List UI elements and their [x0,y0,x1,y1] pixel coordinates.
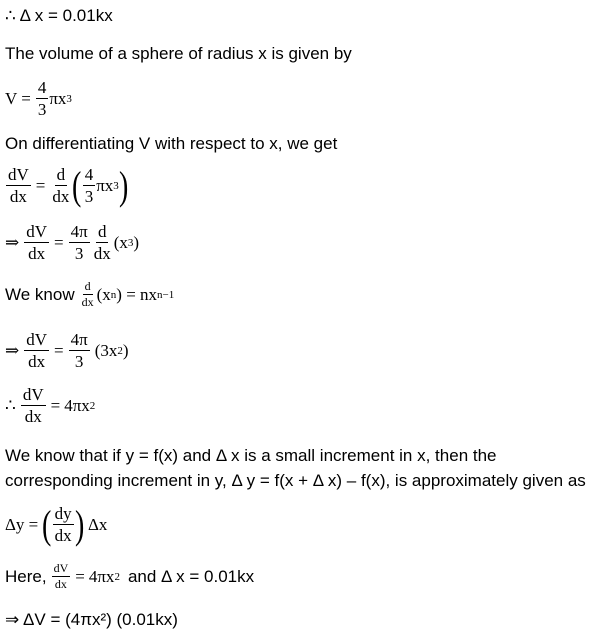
equals-sign: = [35,175,46,195]
approximation-formula [5,501,108,547]
fraction-four-thirds [83,165,96,206]
equals-nx: ) = nx [116,284,158,304]
numerator: dV [22,385,44,404]
equals-sign: = [54,232,64,252]
denominator: dx [81,295,94,309]
numerator: d [84,279,91,293]
increment-explanation-2: corresponding increment in y, Δ y = f(x + Δ x) – f(x), is approximately given as [5,471,586,490]
fraction-d-dx-small [80,280,96,309]
fraction-dv-dx [6,165,31,206]
open-paren: ( [72,162,82,208]
equals-sign: = [50,395,61,415]
delta-x: Δx [87,514,108,534]
implies-arrow: ⇒ [5,232,20,252]
delta-v-expression: ⇒ ΔV = (4πx²) (0.01kx) [5,610,178,629]
fraction-four-thirds [36,78,49,119]
fraction-dv-dx [24,330,49,371]
three-x-open: (3x [94,340,118,360]
numerator: dy [54,504,72,523]
denominator: dx [24,407,42,426]
numerator: dV [26,222,48,241]
sphere-volume-intro: The volume of a sphere of radius x is given by [5,44,352,63]
fraction-dv-dx [21,385,46,426]
numerator: 4π [70,222,88,241]
denominator: 3 [74,244,84,263]
denominator: dx [54,577,67,591]
denominator: 3 [84,187,94,206]
volume-formula: V = $\frac{4}{3}$ πx 3 [5,78,72,119]
volume-lhs: V = [5,88,31,108]
fraction-d-dx [92,222,113,263]
delta-x-value: and Δ x = 0.01kx [127,566,255,586]
we-know-label: We know [5,284,75,304]
implies-arrow: ⇒ [5,340,20,360]
denominator: 3 [74,352,84,371]
derivative-result: ∴ $\frac{dV}{dx}$ = 4πx 2 [5,385,96,426]
fraction-d-dx [50,165,71,206]
denominator: dx [28,352,46,371]
numerator: dV [26,330,48,349]
x-open: (x [96,284,111,304]
denominator: dx [52,187,70,206]
substitution-values: Here, $\frac{dV}{dx}$ = 4πx 2 and Δ x = 0.01kx [5,561,255,591]
fraction-dv-dx-small [52,562,71,591]
power-rule: We know $\frac{d}{dx}$ (x n ) = nx n−1 [5,279,175,309]
denominator: 3 [37,100,47,119]
pi-x: πx [49,88,67,108]
numerator: 4π [70,330,88,349]
fraction-dv-dx [24,222,49,263]
equals-sign: = [54,340,64,360]
close-paren: ) [122,340,129,360]
open-paren: ( [42,501,52,547]
here-label: Here, [5,566,47,586]
differentiate-intro: On differentiating V with respect to x, we get [5,134,338,153]
four-pi-x: 4πx [88,566,115,586]
derivative-step-2: ⇒ $\frac{dV}{dx}$ = $\frac{4\pi}{3}$ $\frac{d}{dx}$ (x 3 ) [5,222,140,263]
denominator: dx [9,187,27,206]
fraction-four-pi-thirds [69,330,90,371]
denominator: dx [93,244,111,263]
delta-y-lhs: Δy = [5,514,39,534]
numerator: dV [8,165,29,184]
pi-x: πx [96,175,114,195]
close-paren: ) [133,232,140,252]
equals-sign: = [75,566,85,586]
numerator: 4 [37,78,47,97]
denominator: dx [54,526,72,545]
numerator: d [97,222,107,241]
numerator: dV [53,561,69,575]
denominator: dx [28,244,46,263]
derivative-step-3: ⇒ $\frac{dV}{dx}$ = $\frac{4\pi}{3}$ (3x 2 ) [5,330,129,371]
numerator: d [56,165,66,184]
fraction-dy-dx [53,504,74,545]
fraction-four-pi-thirds [69,222,90,263]
close-paren: ) [74,501,84,547]
delta-x-statement: ∴ Δ x = 0.01kx [5,6,113,25]
derivative-step-1: $\frac{dV}{dx}$ = $\frac{d}{dx}$ ( $\frac{4}{3}$ πx 3 ) [8,162,129,208]
therefore-symbol: ∴ [5,395,16,415]
four-pi-x: 4πx [64,395,90,415]
x-open: (x [113,232,128,252]
close-paren: ) [118,162,129,208]
increment-explanation-1: We know that if y = f(x) and Δ x is a small increment in x, then the [5,446,497,465]
numerator: 4 [84,165,94,184]
